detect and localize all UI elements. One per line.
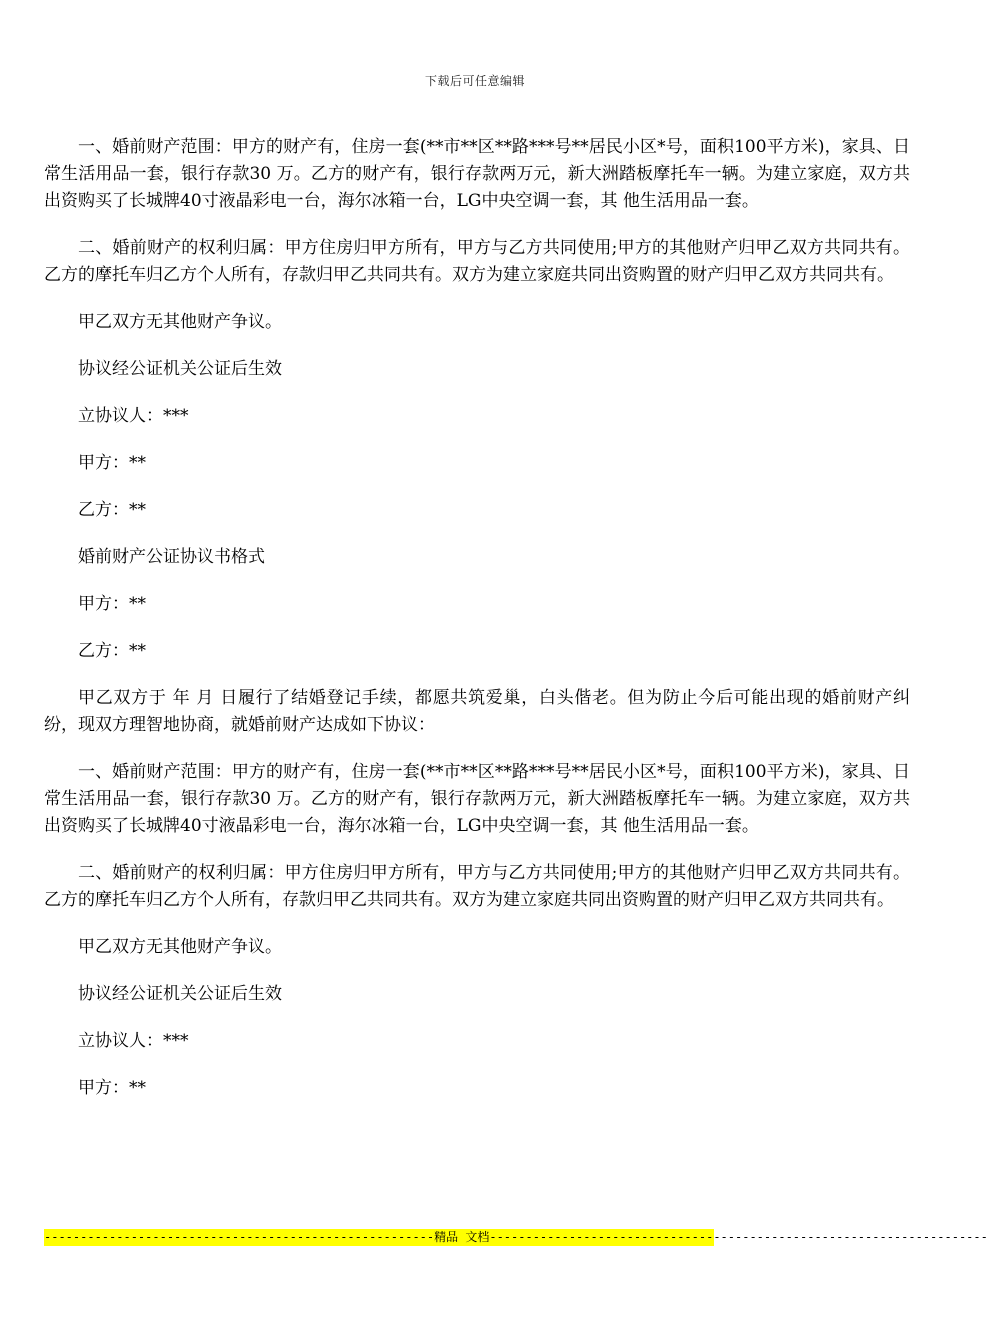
paragraph-party-b: 乙方：**: [78, 500, 146, 520]
paragraph-party-a: 甲方：**: [78, 453, 146, 473]
document-body: [44, 134, 910, 1122]
paragraph-no-dispute: 甲乙双方无其他财产争议。: [78, 937, 282, 957]
paragraph-signatory: 立协议人：***: [78, 406, 189, 426]
paragraph-property-scope: 一、婚前财产范围：甲方的财产有，住房一套(**市**区**路***号**居民小区*号，面积100平方米)，家具、日常生活用品一套，银行存款30 万。乙方的财产有，银行存款两万元，新大洲踏板摩托车一辆。为建立家庭，双方共出资购买了长城牌40寸液晶彩电一台，海尔冰箱一台，LG中央空调一套，其 他生活用品一套。: [44, 137, 910, 211]
paragraph-party-b: 乙方：**: [78, 641, 146, 661]
paragraph-no-dispute: 甲乙双方无其他财产争议。: [78, 312, 282, 332]
paragraph-signatory: 立协议人：***: [78, 1031, 189, 1051]
footer-banner: ------------------------------------------------------精品 文档---------------------------------------------------------------------: [44, 1230, 988, 1244]
paragraph-property-ownership: 二、婚前财产的权利归属：甲方住房归甲方所有，甲方与乙方共同使用;甲方的其他财产归甲乙双方共同共有。乙方的摩托车归乙方个人所有，存款归甲乙共同共有。双方为建立家庭共同出资购置的财产归甲乙双方共同共有。: [44, 863, 910, 910]
paragraph-party-a: 甲方：**: [78, 1078, 146, 1098]
paragraph-effective: 协议经公证机关公证后生效: [78, 359, 282, 379]
header-note: 下载后可任意编辑: [424, 74, 525, 88]
paragraph-property-ownership: 二、婚前财产的权利归属：甲方住房归甲方所有，甲方与乙方共同使用;甲方的其他财产归甲乙双方共同共有。乙方的摩托车归乙方个人所有，存款归甲乙共同共有。双方为建立家庭共同出资购置的财产归甲乙双方共同共有。: [44, 238, 910, 285]
paragraph-marriage-registration: 甲乙双方于 年 月 日履行了结婚登记手续，都愿共筑爱巢，白头偕老。但为防止今后可能出现的婚前财产纠纷，现双方理智地协商，就婚前财产达成如下协议：: [44, 688, 910, 735]
paragraph-property-scope: 一、婚前财产范围：甲方的财产有，住房一套(**市**区**路***号**居民小区*号，面积100平方米)，家具、日常生活用品一套，银行存款30 万。乙方的财产有，银行存款两万元，新大洲踏板摩托车一辆。为建立家庭，双方共出资购买了长城牌40寸液晶彩电一台，海尔冰箱一台，LG中央空调一套，其 他生活用品一套。: [44, 762, 910, 836]
paragraph-effective: 协议经公证机关公证后生效: [78, 984, 282, 1004]
paragraph-format-title: 婚前财产公证协议书格式: [78, 547, 265, 567]
paragraph-party-a: 甲方：**: [78, 594, 146, 614]
